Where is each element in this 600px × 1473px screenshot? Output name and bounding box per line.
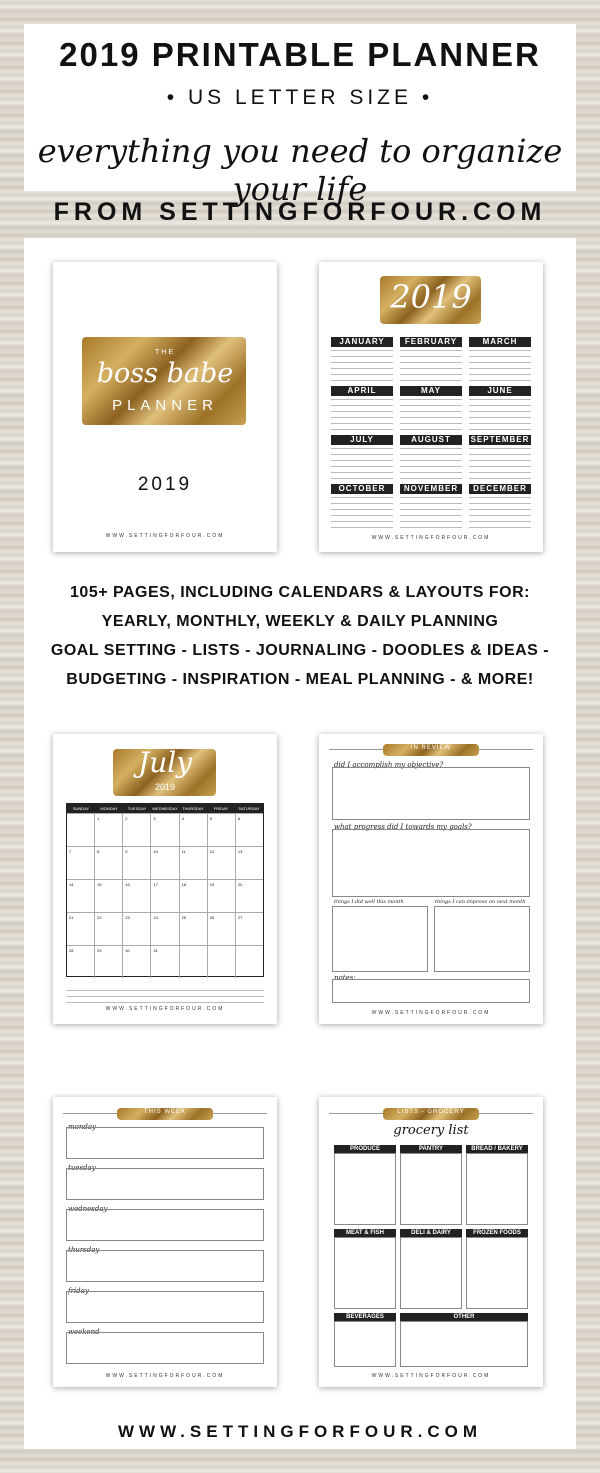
week-row: 14 15 16 17 18 19 20 <box>67 879 263 912</box>
monthly-month: July <box>137 746 193 779</box>
day-box <box>66 1127 264 1159</box>
month-block <box>331 435 393 482</box>
monthly-calendar-preview <box>53 734 277 1024</box>
review-banner: IN REVIEW <box>410 745 452 751</box>
monthly-review-preview <box>319 734 543 1024</box>
month-name: JULY <box>331 435 393 445</box>
month-name: MAY <box>400 386 462 396</box>
month-block <box>400 435 462 482</box>
week-row: 28 29 30 31 <box>67 945 263 978</box>
grocery-title: grocery list <box>393 1123 469 1138</box>
day-box <box>66 1209 264 1241</box>
cover-site: WWW.SETTINGFORFOUR.COM <box>105 533 225 539</box>
features-line: GOAL SETTING - LISTS - JOURNALING - DOODLES & IDEAS - <box>50 642 550 659</box>
month-name: SEPTEMBER <box>470 435 530 444</box>
yearly-year: 2019 <box>390 278 472 316</box>
tagline: everything you need to organize your life <box>37 132 563 208</box>
day-box <box>66 1291 264 1323</box>
grocery-site: WWW.SETTINGFORFOUR.COM <box>371 1373 491 1379</box>
category-box <box>400 1237 462 1309</box>
month-name: OCTOBER <box>331 484 393 494</box>
features-line: 105+ PAGES, INCLUDING CALENDARS & LAYOUTS FOR: <box>70 584 530 601</box>
weekly-day: thursday <box>68 1246 100 1254</box>
review-q4: things I can improve on next month <box>435 899 526 905</box>
month-block <box>400 386 462 433</box>
category-header: FROZEN FOODS <box>466 1229 528 1237</box>
weekly-day: weekend <box>68 1328 100 1336</box>
category-header: BEVERAGES <box>334 1313 396 1321</box>
month-block <box>331 337 393 384</box>
yearly-site: WWW.SETTINGFORFOUR.COM <box>371 535 491 541</box>
week-row: 1 2 3 4 5 6 <box>67 813 263 846</box>
month-name: FEBRUARY <box>400 337 462 347</box>
write-box <box>332 767 530 820</box>
write-box <box>332 979 530 1003</box>
category-box <box>466 1237 528 1309</box>
cover-the: THE <box>155 349 175 356</box>
cover-boss-babe: boss babe <box>96 358 234 389</box>
month-name: MARCH <box>469 337 531 347</box>
category-box <box>466 1153 528 1225</box>
category-header: PANTRY <box>400 1145 462 1153</box>
size-subtitle: • US LETTER SIZE • <box>166 86 434 109</box>
planner-title: 2019 PRINTABLE PLANNER <box>59 36 541 73</box>
month-block <box>469 484 531 531</box>
review-q3: things I did well this month <box>334 899 404 905</box>
features-text <box>0 578 600 694</box>
grocery-list-preview <box>319 1097 543 1387</box>
category-box <box>400 1153 462 1225</box>
category-header: OTHER <box>400 1313 528 1321</box>
weekly-day: wednesday <box>68 1205 108 1213</box>
category-box <box>334 1237 396 1309</box>
review-q1: did I accomplish my objective? <box>334 761 444 769</box>
write-box <box>434 906 530 972</box>
month-block <box>331 386 393 433</box>
month-name: DECEMBER <box>469 484 531 494</box>
weekly-planner-preview <box>53 1097 277 1387</box>
month-name: APRIL <box>331 386 393 396</box>
monthly-year: 2019 <box>154 782 176 792</box>
category-box <box>334 1153 396 1225</box>
write-box <box>332 906 428 972</box>
category-box <box>334 1321 396 1367</box>
cover-page-preview <box>53 262 277 552</box>
grocery-banner: LISTS - GROCERY <box>397 1109 465 1115</box>
month-name: AUGUST <box>400 435 462 445</box>
month-name: JUNE <box>469 386 531 396</box>
review-notes: notes: <box>334 974 356 982</box>
weekly-day: tuesday <box>68 1164 96 1172</box>
features-line: BUDGETING - INSPIRATION - MEAL PLANNING - & MORE! <box>66 671 534 688</box>
day-box <box>66 1332 264 1364</box>
weekly-day: monday <box>68 1123 96 1131</box>
yearly-calendar-preview <box>319 262 543 552</box>
month-name: NOVEMBER <box>400 484 462 494</box>
cover-year: 2019 <box>137 474 193 495</box>
footer-url: WWW.SETTINGFORFOUR.COM <box>117 1422 483 1441</box>
features-line: YEARLY, MONTHLY, WEEKLY & DAILY PLANNING <box>101 613 499 630</box>
category-header: MEAT & FISH <box>334 1229 396 1237</box>
review-site: WWW.SETTINGFORFOUR.COM <box>371 1010 491 1016</box>
month-name: JANUARY <box>331 337 393 347</box>
weekly-day: friday <box>68 1287 89 1295</box>
title-box <box>24 24 576 208</box>
month-block <box>400 484 462 531</box>
cover-planner: PLANNER <box>112 397 218 414</box>
source-line: FROM SETTINGFORFOUR.COM <box>53 198 547 226</box>
monthly-site: WWW.SETTINGFORFOUR.COM <box>105 1006 225 1012</box>
review-q2: what progress did I towards my goals? <box>334 823 472 831</box>
month-grid <box>66 803 264 977</box>
day-box <box>66 1250 264 1282</box>
write-box <box>332 829 530 897</box>
category-box <box>400 1321 528 1367</box>
category-header: DELI & DAIRY <box>400 1229 462 1237</box>
weekly-banner: THIS WEEK <box>143 1109 186 1115</box>
weekly-site: WWW.SETTINGFORFOUR.COM <box>105 1373 225 1379</box>
month-block <box>331 484 393 531</box>
month-block <box>400 337 462 384</box>
month-block <box>469 386 531 433</box>
category-header: PRODUCE <box>334 1145 396 1153</box>
day-box <box>66 1168 264 1200</box>
notes-lines <box>66 985 264 1003</box>
week-row: 7 8 9 10 11 12 13 <box>67 846 263 879</box>
month-block <box>469 337 531 384</box>
category-header: BREAD / BAKERY <box>466 1145 528 1153</box>
week-row: 21 22 23 24 25 26 27 <box>67 912 263 945</box>
month-block <box>469 435 531 482</box>
weekday-header: SUNDAY MONDAY TUESDAY WEDNESDAY THURSDAY FRIDAY SATURDAY <box>67 804 263 813</box>
